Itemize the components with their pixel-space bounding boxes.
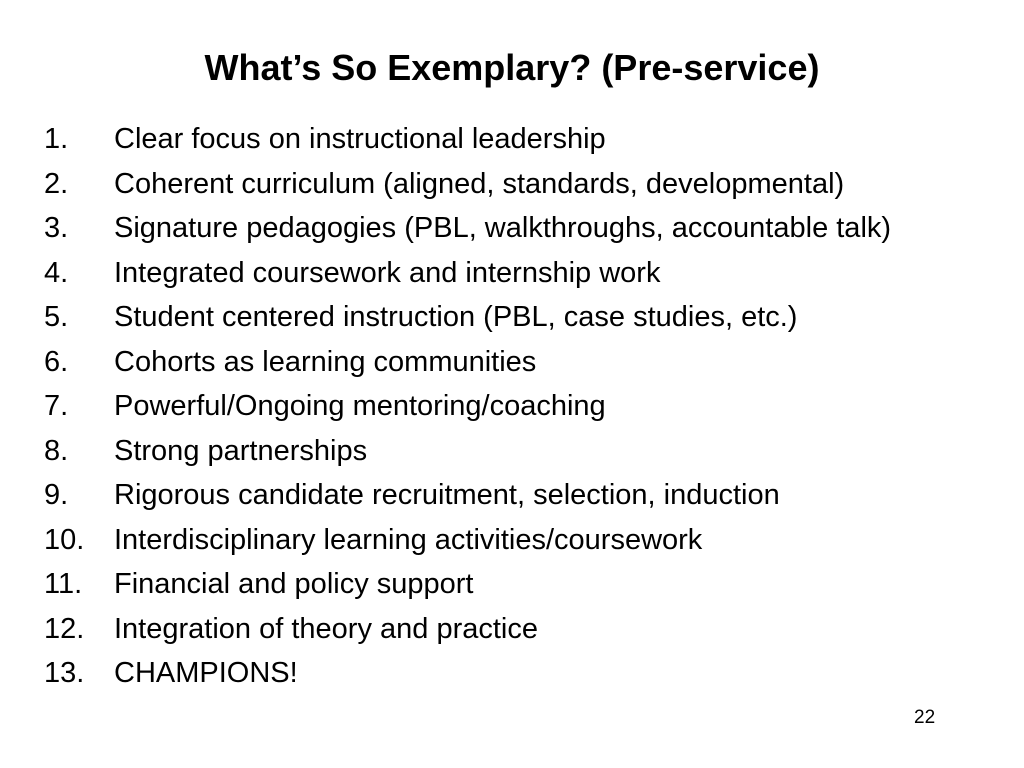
list-item: [44, 299, 974, 335]
list-item: [44, 166, 974, 202]
list-item: [44, 655, 974, 691]
page-number: 22: [914, 707, 936, 728]
list-item: [44, 255, 974, 291]
list-item-number: 1.: [44, 123, 69, 155]
list-item-number: 6.: [44, 345, 69, 378]
list-item: [44, 433, 974, 469]
list-item-number: 10.: [44, 523, 85, 556]
list-item-number: 4.: [44, 256, 69, 289]
list-item-text: Clear focus on instructional leadership: [114, 123, 606, 155]
list-item-number: 5.: [44, 301, 69, 333]
list-item: [44, 344, 974, 380]
list-item-text: Integration of theory and practice: [114, 612, 538, 645]
list-item: [44, 477, 974, 513]
list-item-text: CHAMPIONS!: [114, 657, 298, 689]
list-item-text: Financial and policy support: [114, 568, 474, 600]
list-item-text: Strong partnerships: [114, 434, 368, 467]
list-item: [44, 522, 974, 558]
list-item-number: 12.: [44, 612, 85, 645]
list-item-text: Signature pedagogies (PBL, walkthroughs, accountable talk): [114, 212, 892, 244]
numbered-list: [44, 121, 974, 700]
list-item-number: 2.: [44, 167, 69, 200]
list-item: [44, 388, 974, 424]
list-item-text: Coherent curriculum (aligned, standards, developmental): [114, 167, 845, 200]
list-item-number: 11.: [44, 568, 83, 600]
list-item-text: Interdisciplinary learning activities/coursework: [114, 523, 703, 556]
list-item-text: Cohorts as learning communities: [114, 345, 537, 378]
slide-title: What’s So Exemplary? (Pre-service): [204, 47, 820, 88]
list-item-number: 13.: [44, 657, 85, 689]
list-item: [44, 210, 974, 246]
list-item-text: Integrated coursework and internship work: [114, 256, 661, 289]
list-item: [44, 566, 974, 602]
list-item-number: 9.: [44, 479, 69, 511]
list-item: [44, 121, 974, 157]
list-item-text: Rigorous candidate recruitment, selection, induction: [114, 479, 780, 511]
list-item-number: 3.: [44, 212, 69, 244]
list-item-number: 7.: [44, 390, 69, 422]
list-item-text: Student centered instruction (PBL, case studies, etc.): [114, 301, 798, 333]
list-item: [44, 611, 974, 647]
list-item-text: Powerful/Ongoing mentoring/coaching: [114, 390, 606, 422]
list-item-number: 8.: [44, 434, 69, 467]
